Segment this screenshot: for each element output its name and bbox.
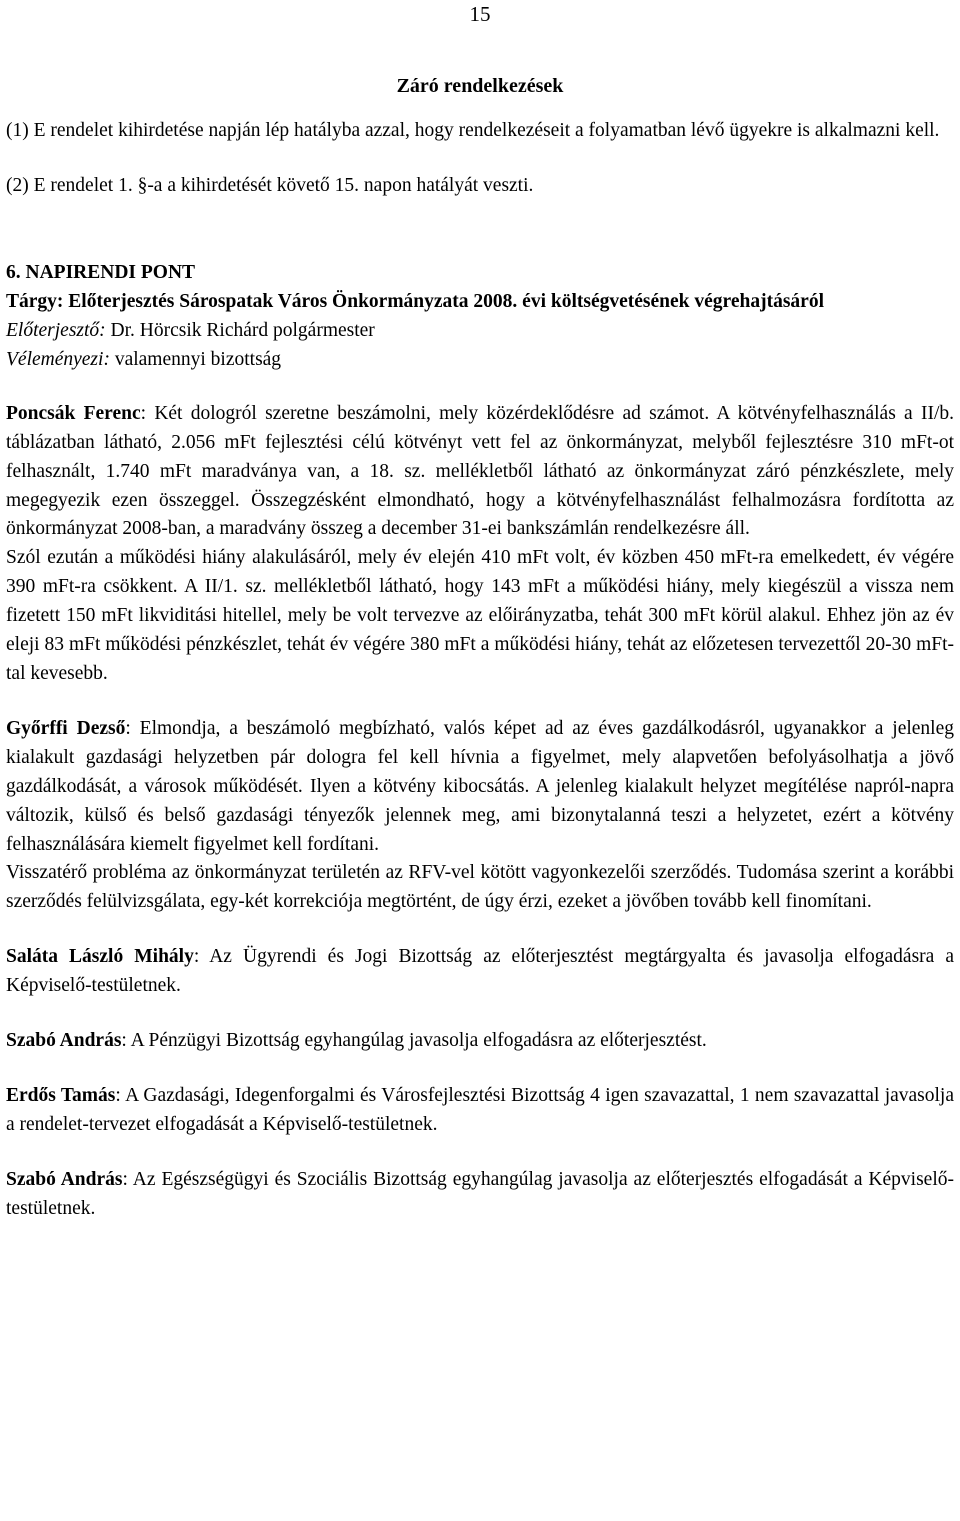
statement-poncsak: [6, 400, 954, 545]
presenter-value: Dr. Hörcsik Richárd polgármester: [110, 319, 375, 341]
reviewer-value: valamennyi bizottság: [114, 348, 282, 370]
speaker-name: Győrffi Dezső: [6, 717, 126, 739]
agenda-heading: 6. NAPIRENDI PONT: [6, 261, 196, 283]
presenter-label: Előterjesztő:: [6, 319, 106, 341]
statement-szabo-2: [6, 1166, 954, 1224]
speaker-name: Saláta László Mihály: [6, 946, 194, 968]
closing-paragraph-2: (2) E rendelet 1. §-a a kihirdetését követő 15. napon hatályát veszti.: [6, 174, 534, 196]
page-number: 15: [469, 2, 491, 26]
statement-gyorffi-continuation: Visszatérő probléma az önkormányzat területén az RFV-vel kötött vagyonkezelői szerződés. Tudomása szerint a korábbi szerződés felülvizsgálata, egy-két korrekciója megtörtént, de úgy érzi, ezeket a jövőben tovább kell finomítani.: [6, 862, 954, 913]
reviewer-label: Véleményezi:: [6, 348, 110, 370]
section-title: Záró rendelkezések: [396, 75, 564, 97]
statement-text: : Elmondja, a beszámoló megbízható, valós képet ad az éves gazdálkodásról, ugyanakkor a jelenleg kialakult gazdasági helyzetben pár dologra fel kell hívnia a figyelmet, mely alapvetően befolyásolhatja a jövő gazdálkodását, a városok működését. Ilyen a kötvény kibocsátás. A jelenleg kialakult helyzet megítélése napról-napra változik, külső és belső gazdasági tényezők jelennek meg, ami bizonytalanná teszi a helyzetet, ezért a kötvény felhasználására kiemelt figyelmet kell fordítani.: [6, 717, 955, 855]
agenda-subject: Tárgy: Előterjesztés Sárospatak Város Önkormányzata 2008. évi költségvetésének végrehajtásáról: [6, 290, 825, 312]
statement-gyorffi: [6, 715, 954, 860]
statement-poncsak-continuation: Szól ezután a működési hiány alakulásáról, mely év elején 410 mFt volt, év közben 450 mFt-ra emelkedett, év végére 390 mFt-ra csökkent. A II/1. sz. mellékletből látható, hogy 143 mFt a működési hiány, mely kiegészül a vissza nem fizetett 150 mFt likviditási hitellel, mely be volt tervezve az előirányzatba, tehát 300 mFt körül alakul. Ehhez jön az év eleji 83 mFt működési pénzkészlet, tehát év végére 380 mFt a működési hiány, tehát az előzetesen tervezettől 20-30 mFt-tal kevesebb.: [6, 547, 954, 684]
closing-paragraph-1: (1) E rendelet kihirdetése napján lép hatályba azzal, hogy rendelkezéseit a folyamatban lévő ügyekre is alkalmazni kell.: [6, 120, 940, 141]
agenda-presenter: [6, 316, 954, 345]
speaker-name: Szabó András: [6, 1030, 122, 1052]
statement-text: : A Gazdasági, Idegenforgalmi és Városfejlesztési Bizottság 4 igen szavazattal, 1 nem szavazattal javasolja a rendelet-tervezet elfogadását a Képviselő-testületnek.: [6, 1084, 955, 1135]
statement-text: : A Pénzügyi Bizottság egyhangúlag javasolja elfogadásra az előterjesztést.: [121, 1030, 707, 1052]
agenda-reviewer: [6, 345, 954, 374]
agenda-item: [6, 258, 954, 374]
statement-text: : Két dologról szeretne beszámolni, mely közérdeklődésre ad számot. A kötvényfelhasználás a II/b. táblázatban látható, 2.056 mFt fejlesztési célú kötvényt vett fel az önkormányzat, melyből fejlesztésre 310 mFt-ot felhasznált, 1.740 mFt maradványa van, a 18. sz. mellékletből látható az önkormányzat záró pénzkészlete, mely megegyezik ezen összeggel. Összegzésként elmondható, hogy a kötvényfelhasználást felhalmozásra fordította az önkormányzat 2008-ban, a maradvány összeg a december 31-ei bankszámlán rendelkezésre áll.: [6, 402, 954, 540]
statement-text: : Az Ügyrendi és Jogi Bizottság az előterjesztést megtárgyalta és javasolja elfogadásra a Képviselő-testületnek.: [6, 946, 955, 997]
statement-salata: [6, 943, 954, 1001]
document-body: [6, 72, 954, 1224]
speaker-name: Erdős Tamás: [6, 1084, 116, 1106]
statement-erdos: [6, 1082, 954, 1140]
statement-text: : Az Egészségügyi és Szociális Bizottság egyhangúlag javasolja az előterjesztés elfogadását a Képviselő-testületnek.: [6, 1168, 954, 1219]
statement-szabo-1: [6, 1027, 954, 1056]
speaker-name: Poncsák Ferenc: [6, 402, 141, 424]
speaker-name: Szabó András: [6, 1168, 123, 1190]
